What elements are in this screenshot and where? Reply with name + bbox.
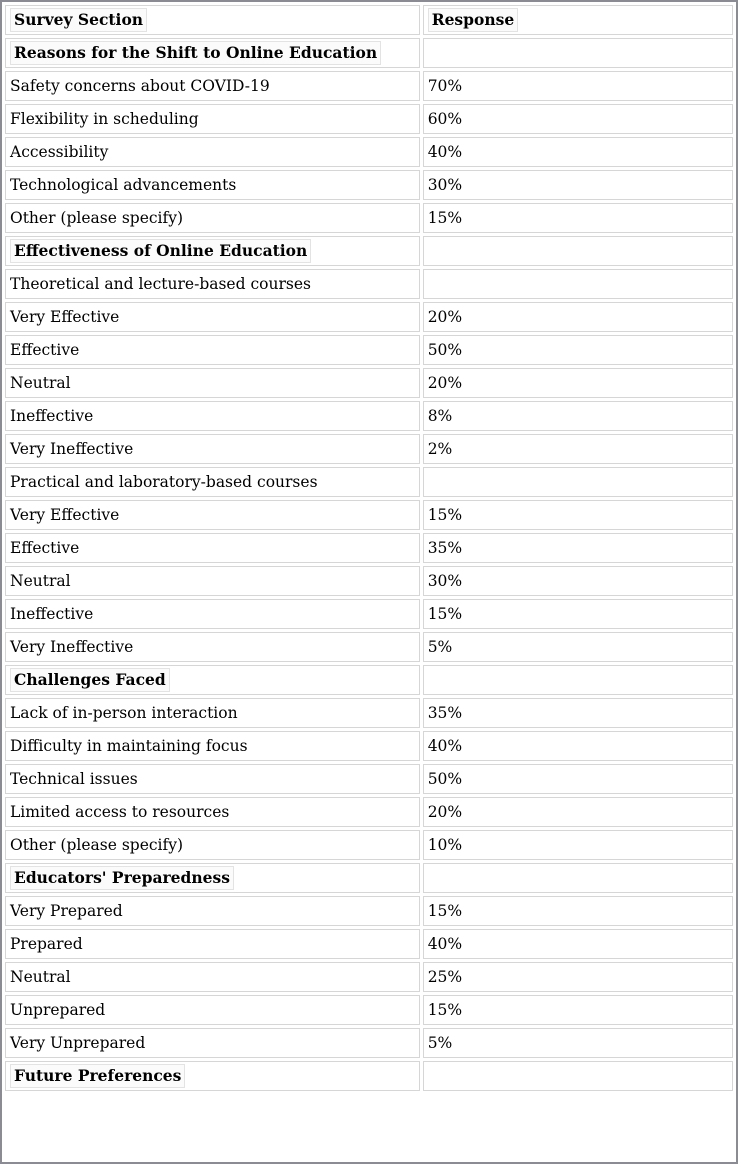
survey-section-cell: Limited access to resources [5,797,420,827]
section-label: Reasons for the Shift to Online Education [10,41,381,64]
table-row [5,929,733,959]
response-cell: 35% [423,698,733,728]
response-cell: 20% [423,302,733,332]
response-cell: 15% [423,203,733,233]
table-row [5,104,733,134]
table-row [5,335,733,365]
response-cell: 30% [423,566,733,596]
survey-section-cell [5,863,420,893]
column-header-response [423,5,733,35]
response-cell [423,863,733,893]
response-cell [423,38,733,68]
section-label: Effectiveness of Online Education [10,239,311,262]
response-cell [423,269,733,299]
survey-section-cell: Very Effective [5,302,420,332]
survey-section-cell: Prepared [5,929,420,959]
survey-section-cell: Flexibility in scheduling [5,104,420,134]
section-label: Challenges Faced [10,668,170,691]
column-header-survey-section [5,5,420,35]
survey-section-cell: Very Unprepared [5,1028,420,1058]
survey-section-cell: Neutral [5,368,420,398]
survey-section-cell [5,236,420,266]
survey-section-cell: Other (please specify) [5,830,420,860]
survey-section-cell: Lack of in-person interaction [5,698,420,728]
table-row [5,698,733,728]
response-cell: 15% [423,896,733,926]
response-cell [423,665,733,695]
survey-section-cell: Theoretical and lecture-based courses [5,269,420,299]
column-header-label: Survey Section [10,8,147,31]
response-cell: 25% [423,962,733,992]
survey-section-cell: Effective [5,335,420,365]
table-body [5,38,733,1091]
survey-section-cell: Technical issues [5,764,420,794]
response-cell: 60% [423,104,733,134]
section-row [5,236,733,266]
response-cell: 15% [423,500,733,530]
table-row [5,203,733,233]
table-row [5,599,733,629]
table-header-row [5,5,733,35]
survey-section-cell: Very Ineffective [5,434,420,464]
survey-section-cell: Difficulty in maintaining focus [5,731,420,761]
survey-results-table [2,2,736,1094]
table-row [5,896,733,926]
section-row [5,38,733,68]
response-cell [423,467,733,497]
survey-section-cell: Neutral [5,962,420,992]
survey-section-cell: Ineffective [5,599,420,629]
response-cell: 5% [423,1028,733,1058]
survey-section-cell: Very Effective [5,500,420,530]
response-cell: 20% [423,368,733,398]
survey-section-cell: Neutral [5,566,420,596]
response-cell: 20% [423,797,733,827]
response-cell: 5% [423,632,733,662]
column-header-label: Response [428,8,519,31]
survey-section-cell: Other (please specify) [5,203,420,233]
response-cell: 8% [423,401,733,431]
survey-section-cell: Safety concerns about COVID-19 [5,71,420,101]
table-row [5,434,733,464]
response-cell: 15% [423,599,733,629]
survey-section-cell: Technological advancements [5,170,420,200]
table-row [5,401,733,431]
survey-section-cell [5,1061,420,1091]
response-cell: 10% [423,830,733,860]
response-cell: 40% [423,137,733,167]
survey-section-cell: Accessibility [5,137,420,167]
table-row [5,71,733,101]
response-cell: 35% [423,533,733,563]
section-row [5,863,733,893]
table-row [5,764,733,794]
section-row [5,1061,733,1091]
table-row [5,962,733,992]
table-row [5,170,733,200]
survey-section-cell [5,38,420,68]
table-row [5,731,733,761]
response-cell: 40% [423,929,733,959]
section-label: Future Preferences [10,1064,185,1087]
response-cell: 50% [423,335,733,365]
survey-section-cell: Very Prepared [5,896,420,926]
table-row [5,566,733,596]
response-cell: 30% [423,170,733,200]
response-cell: 2% [423,434,733,464]
response-cell: 15% [423,995,733,1025]
table-row [5,269,733,299]
table-row [5,533,733,563]
survey-section-cell: Practical and laboratory-based courses [5,467,420,497]
table-row [5,467,733,497]
table-row [5,137,733,167]
table-row [5,995,733,1025]
survey-section-cell: Unprepared [5,995,420,1025]
survey-section-cell: Very Ineffective [5,632,420,662]
table-row [5,1028,733,1058]
table-row [5,632,733,662]
table-row [5,500,733,530]
table-row [5,302,733,332]
response-cell: 50% [423,764,733,794]
response-cell [423,236,733,266]
response-cell: 70% [423,71,733,101]
survey-section-cell: Effective [5,533,420,563]
survey-section-cell [5,665,420,695]
survey-section-cell: Ineffective [5,401,420,431]
section-row [5,665,733,695]
table-row [5,368,733,398]
response-cell [423,1061,733,1091]
section-label: Educators' Preparedness [10,866,234,889]
table-row [5,830,733,860]
response-cell: 40% [423,731,733,761]
table-row [5,797,733,827]
